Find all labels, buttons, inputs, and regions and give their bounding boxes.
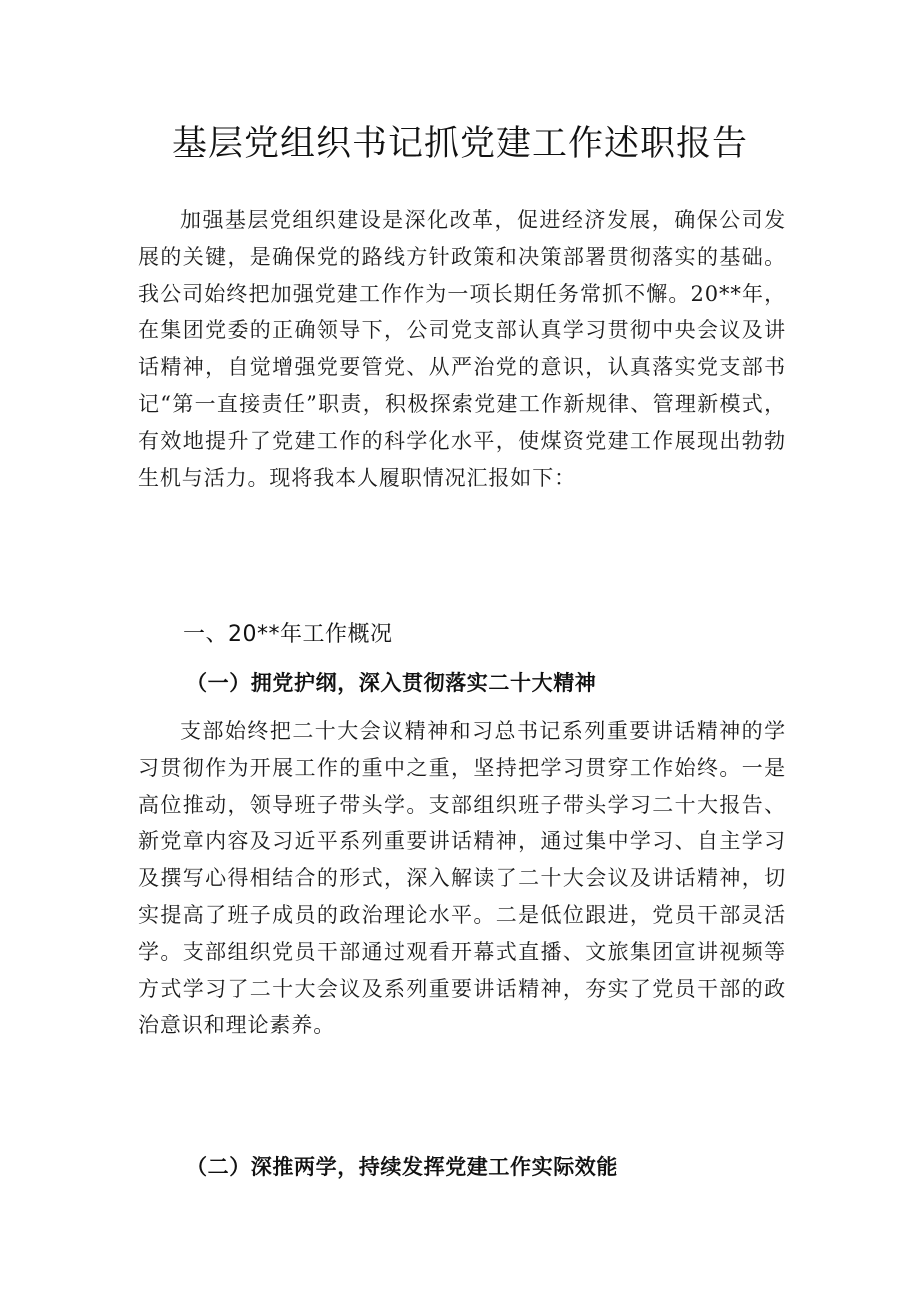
- intro-paragraph: 加强基层党组织建设是深化改革，促进经济发展，确保公司发展的关键，是确保党的路线方针政策和决策部署贯彻落实的基础。我公司始终把加强党建工作作为一项长期任务常抓不懈。20**年，在集团党委的正确领导下，公司党支部认真学习贯彻中央会议及讲话精神，自觉增强党要管党、从严治党的意识，认真落实党支部书记“第一直接责任”职责，积极探索党建工作新规律、管理新模式，有效地提升了党建工作的科学化水平，使煤资党建工作展现出勃勃生机与活力。现将我本人履职情况汇报如下：: [138, 208, 786, 490]
- document-title: 基层党组织书记抓党建工作述职报告: [171, 124, 748, 164]
- subsection-heading-1: （一）拥党护纲，深入贯彻落实二十大精神: [186, 670, 597, 695]
- subsection-1-paragraph: 支部始终把二十大会议精神和习总书记系列重要讲话精神的学习贯彻作为开展工作的重中之重，坚持把学习贯穿工作始终。一是高位推动，领导班子带头学。支部组织班子带头学习二十大报告、新党章内容及习近平系列重要讲话精神，通过集中学习、自主学习及撰写心得相结合的形式，深入解读了二十大会议及讲话精神，切实提高了班子成员的政治理论水平。二是低位跟进，党员干部灵活学。支部组织党员干部通过观看开幕式直播、文旅集团宣讲视频等方式学习了二十大会议及系列重要讲话精神，夯实了党员干部的政治意识和理论素养。: [138, 719, 786, 1038]
- section-heading-1: 一、20**年工作概况: [183, 622, 393, 647]
- subsection-heading-2: （二）深推两学，持续发挥党建工作实际效能: [186, 1154, 618, 1179]
